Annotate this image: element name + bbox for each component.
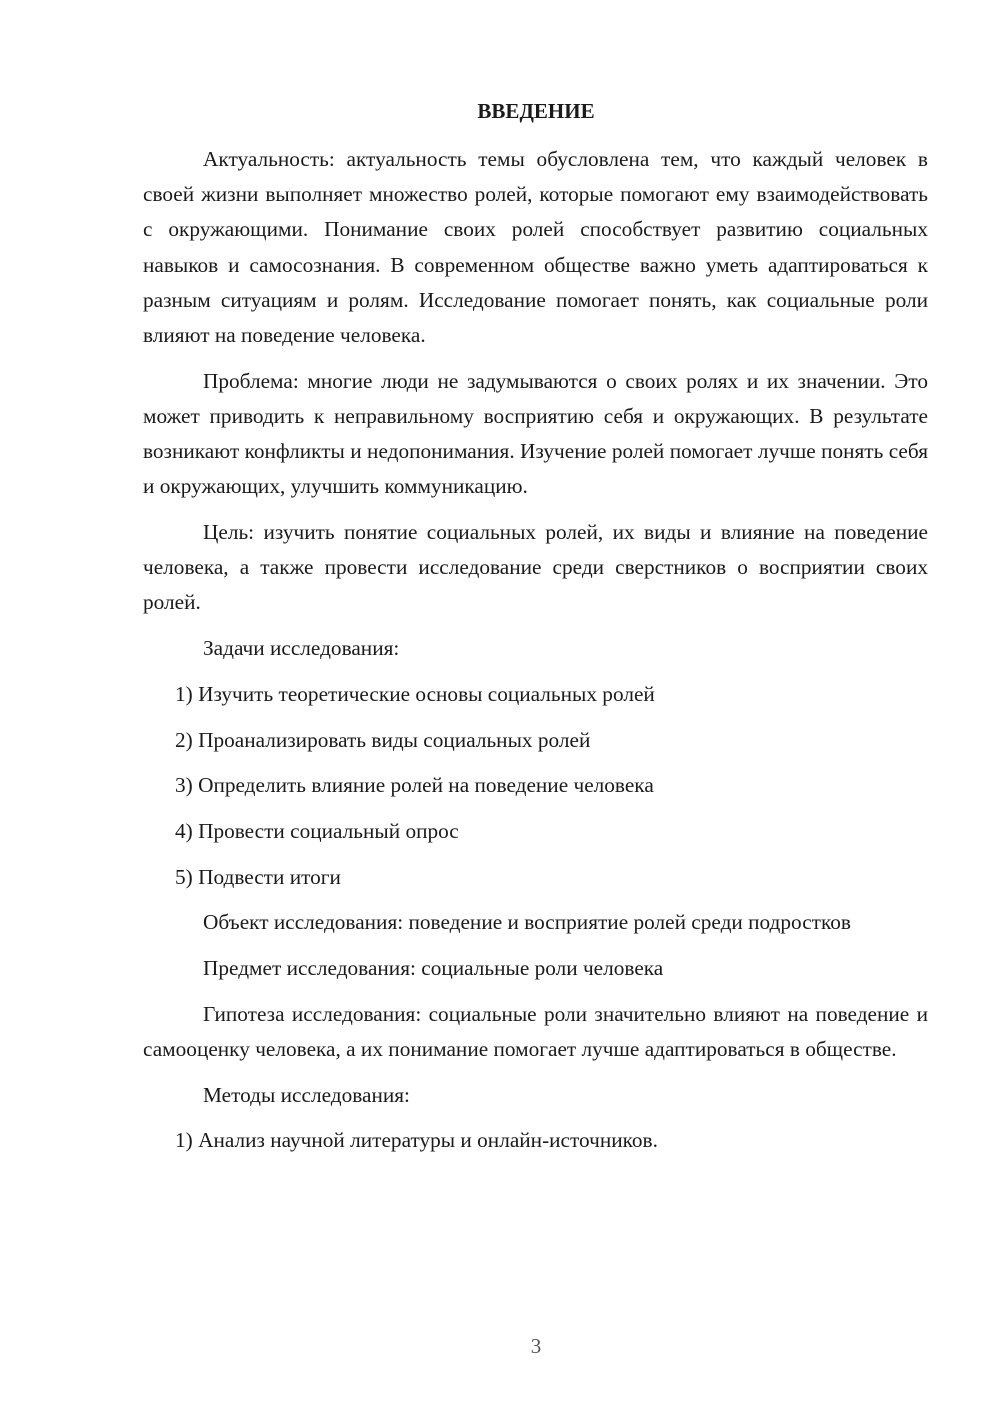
goal-paragraph: Цель: изучить понятие социальных ролей, их виды и влияние на поведение человека, а также провести исследование среди сверстников о восприятии своих ролей. xyxy=(143,520,928,615)
section-title: ВВЕДЕНИЕ xyxy=(477,99,595,123)
relevance-paragraph: Актуальность: актуальность темы обусловлена тем, что каждый человек в своей жизни выполняет множество ролей, которые помогают ему взаимодействовать с окружающими. Понимание своих ролей способствует развитию социальных навыков и самосознания. В современном обществе важно уметь адаптироваться к разным ситуациям и ролям. Исследование помогает понять, как социальные роли влияют на поведение человека. xyxy=(143,147,928,348)
object-paragraph: Объект исследования: поведение и восприятие ролей среди подростков xyxy=(203,910,851,935)
hypothesis-paragraph: Гипотеза исследования: социальные роли значительно влияют на поведение и самооценку человека, а их понимание помогает лучше адаптироваться в обществе. xyxy=(143,1001,928,1061)
task-item: 3) Определить влияние ролей на поведение человека xyxy=(175,773,654,798)
problem-paragraph: Проблема: многие люди не задумываются о своих ролях и их значении. Это может приводить к неправильному восприятию себя и окружающих. В результате возникают конфликты и недопонимания. Изучение ролей помогает лучше понять себя и окружающих, улучшить коммуникацию. xyxy=(143,368,928,499)
method-item: 1) Анализ научной литературы и онлайн-источников. xyxy=(175,1128,658,1153)
task-item: 1) Изучить теоретические основы социальных ролей xyxy=(175,681,655,706)
methods-heading: Методы исследования: xyxy=(203,1082,410,1107)
task-item: 2) Проанализировать виды социальных ролей xyxy=(175,727,591,752)
document-body xyxy=(143,142,928,1169)
task-item: 4) Провести социальный опрос xyxy=(175,818,459,843)
tasks-heading: Задачи исследования: xyxy=(203,636,400,661)
subject-paragraph: Предмет исследования: социальные роли человека xyxy=(203,956,664,981)
task-item: 5) Подвести итоги xyxy=(175,864,341,889)
page-number: 3 xyxy=(530,1334,542,1358)
